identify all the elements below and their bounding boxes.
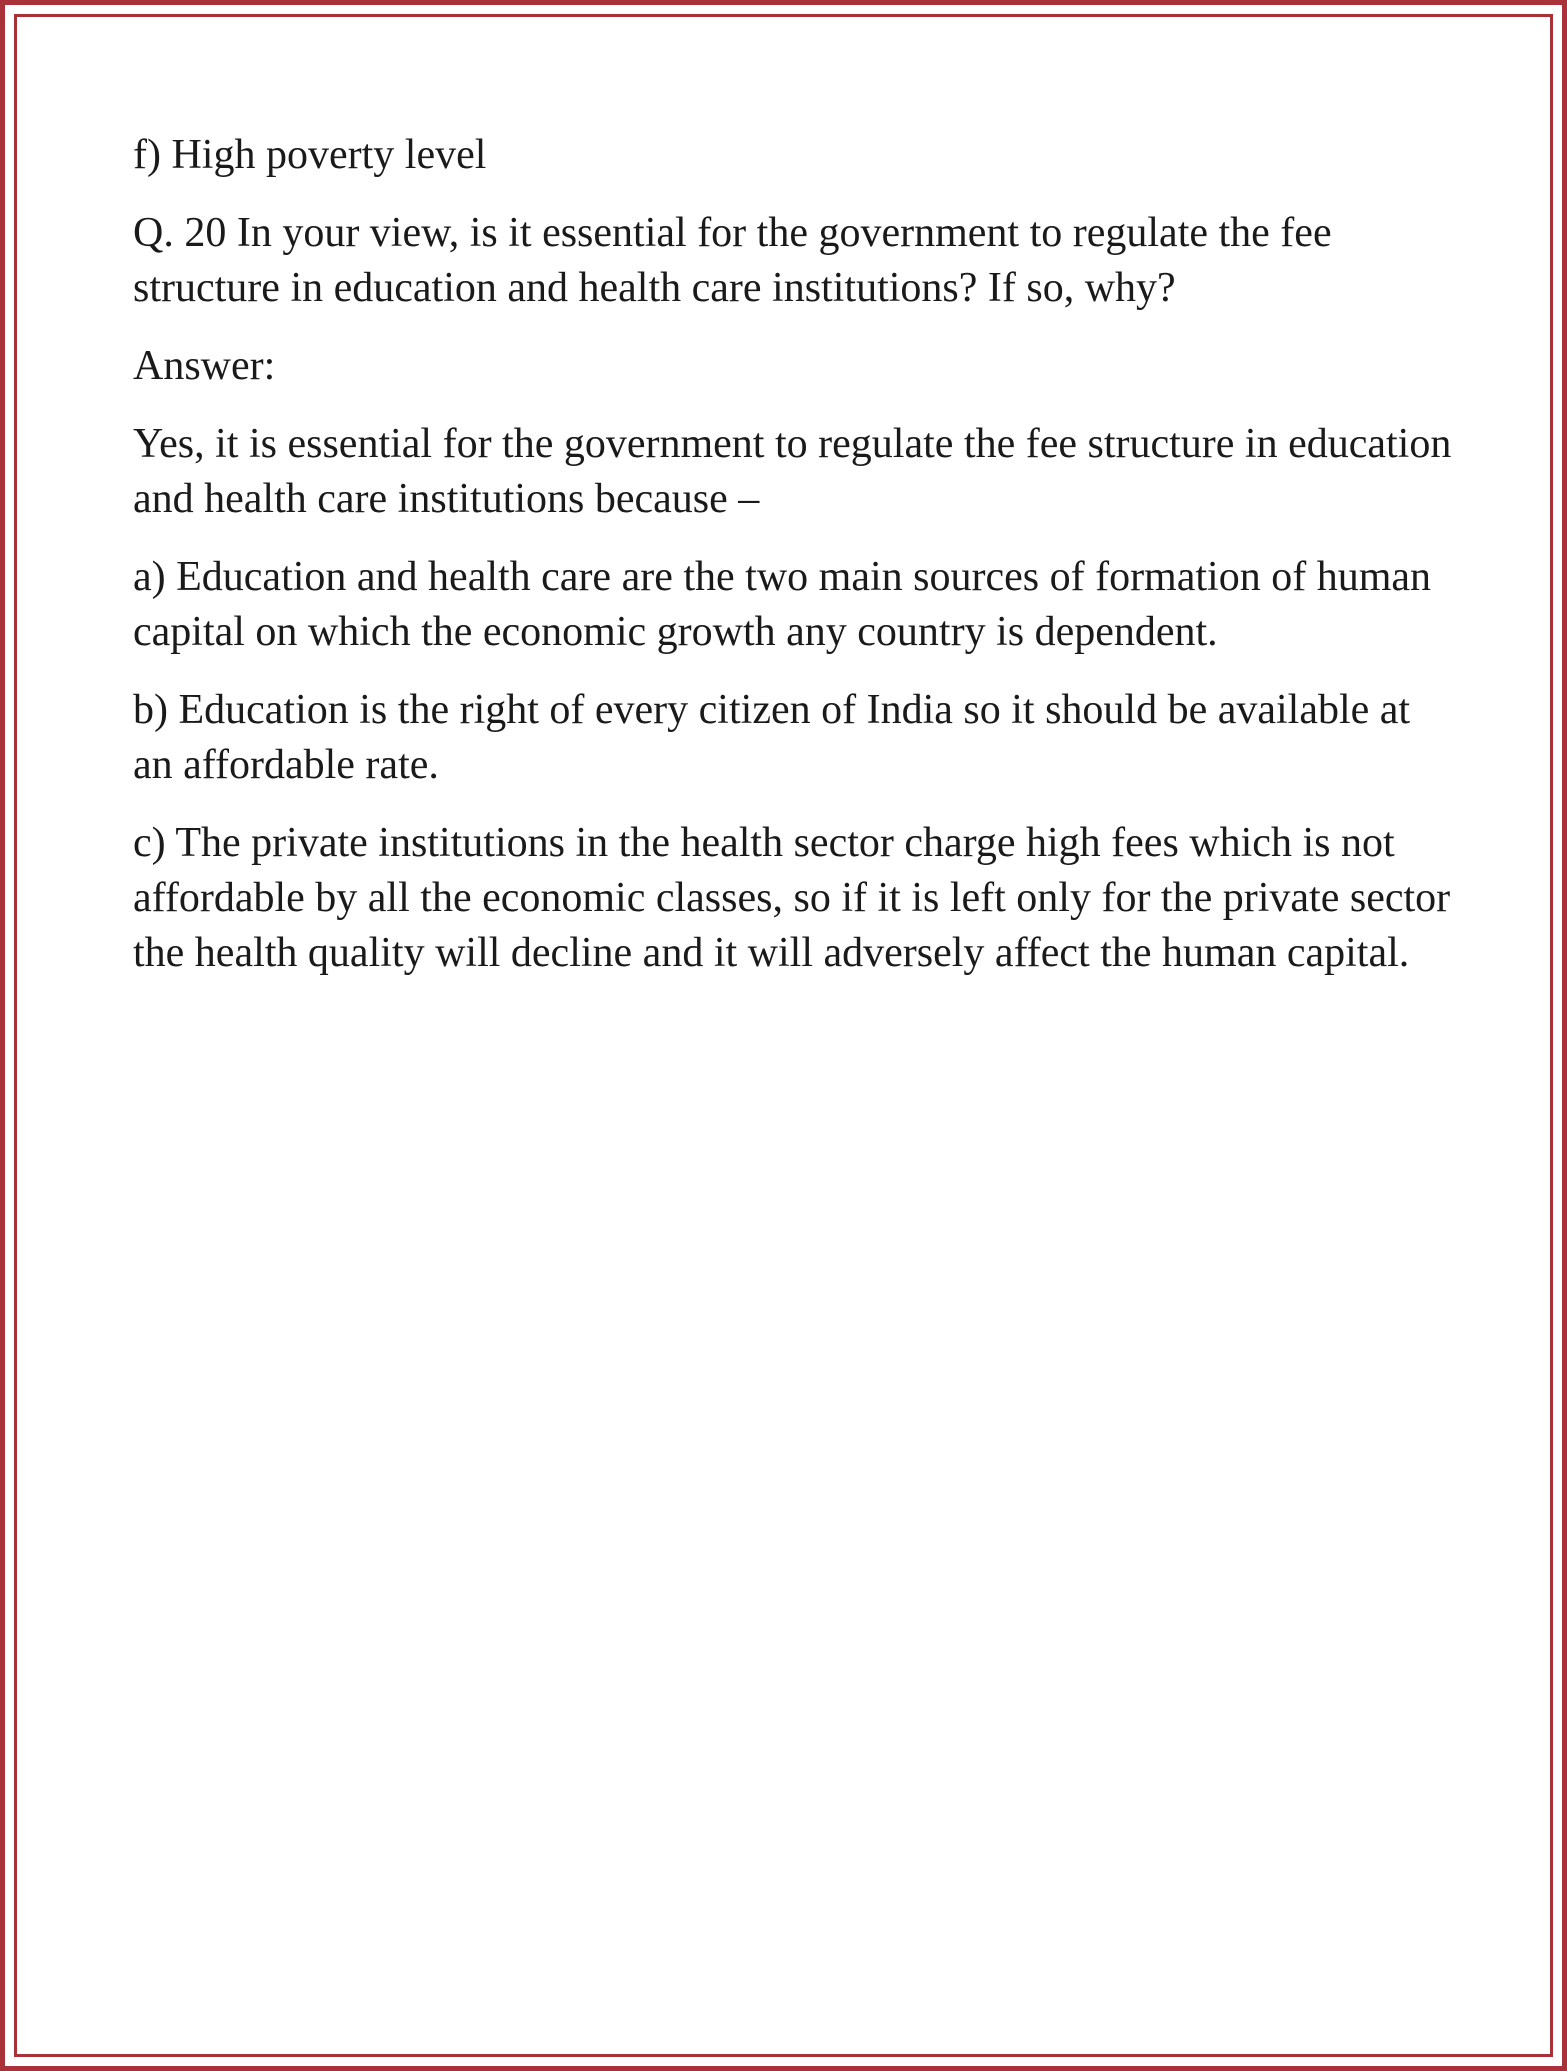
answer-point-b: b) Education is the right of every citizen of India so it should be available at an affordable rate. <box>133 687 1411 788</box>
question-20: Q. 20 In your view, is it essential for the government to regulate the fee structure in education and health care institutions? If so, why? <box>133 210 1332 311</box>
list-item-f: f) High poverty level <box>133 132 487 178</box>
answer-intro: Yes, it is essential for the government to regulate the fee structure in education and health care institutions because – <box>133 421 1452 522</box>
document-body <box>133 128 1453 1004</box>
answer-point-c: c) The private institutions in the health sector charge high fees which is not affordable by all the economic classes, so if it is left only for the private sector the health quality will decline and it will adversely affect the human capital. <box>133 820 1451 976</box>
answer-point-a: a) Education and health care are the two main sources of formation of human capital on which the economic growth any country is dependent. <box>133 554 1432 655</box>
answer-label: Answer: <box>133 343 276 389</box>
